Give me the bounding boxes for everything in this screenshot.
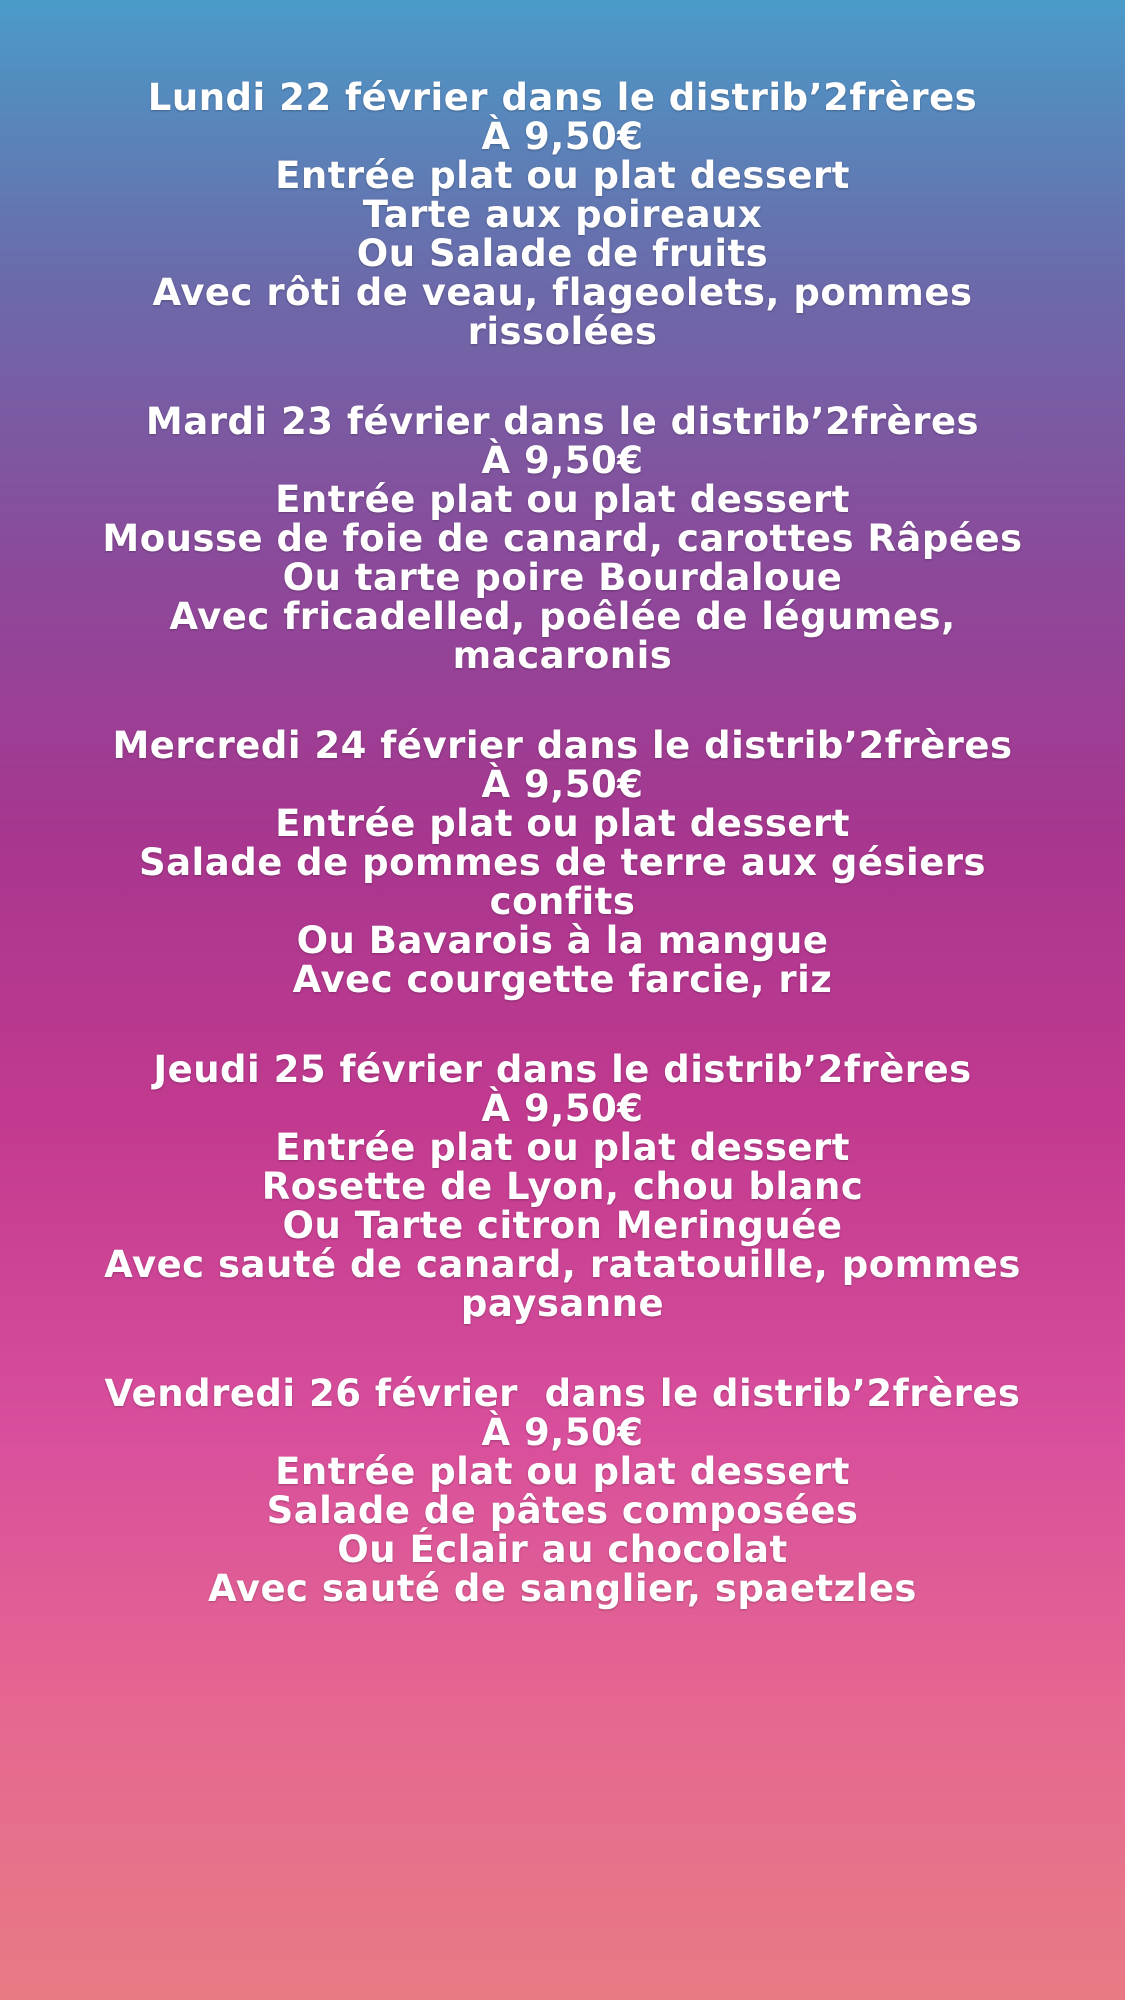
dessert-label: Ou Éclair au chocolat: [337, 1528, 788, 1571]
day-title: Lundi 22 février dans le distrib’2frères: [147, 76, 978, 119]
day-title: Vendredi 26 février dans le distrib’2frères: [104, 1372, 1021, 1415]
day-title: Mercredi 24 février dans le distrib’2frères: [112, 724, 1013, 767]
price-label: À 9,50€: [481, 1087, 644, 1130]
main-course-label: Avec rôti de veau, flageolets, pommes rissolées: [152, 271, 973, 353]
main-course-label: Avec courgette farcie, riz: [292, 958, 833, 1001]
dessert-label: Ou Bavarois à la mangue: [296, 919, 829, 962]
formula-label: Entrée plat ou plat dessert: [275, 802, 850, 845]
day-title: Jeudi 25 février dans le distrib’2frères: [153, 1048, 972, 1091]
main-course-label: Avec sauté de sanglier, spaetzles: [208, 1567, 917, 1610]
formula-label: Entrée plat ou plat dessert: [275, 154, 850, 197]
formula-label: Entrée plat ou plat dessert: [275, 1450, 850, 1493]
day-title: Mardi 23 février dans le distrib’2frères: [145, 400, 980, 443]
starter-label: Tarte aux poireaux: [362, 193, 763, 236]
formula-label: Entrée plat ou plat dessert: [275, 478, 850, 521]
dessert-label: Ou Salade de fruits: [356, 232, 769, 275]
formula-label: Entrée plat ou plat dessert: [275, 1126, 850, 1169]
price-label: À 9,50€: [481, 1411, 644, 1454]
starter-label: Salade de pommes de terre aux gésiers confits: [138, 841, 987, 923]
day-block-jeudi: [33, 1050, 1093, 1323]
price-label: À 9,50€: [481, 115, 644, 158]
day-block-mercredi: [33, 726, 1093, 999]
price-label: À 9,50€: [481, 439, 644, 482]
main-course-label: Avec sauté de canard, ratatouille, pommes paysanne: [104, 1243, 1021, 1325]
starter-label: Salade de pâtes composées: [266, 1489, 859, 1532]
price-label: À 9,50€: [481, 763, 644, 806]
starter-label: Mousse de foie de canard, carottes Râpées: [102, 517, 1023, 560]
menu-story: [0, 78, 1125, 1659]
dessert-label: Ou Tarte citron Meringuée: [282, 1204, 843, 1247]
day-block-mardi: [33, 402, 1093, 675]
day-block-lundi: [33, 78, 1093, 351]
day-block-vendredi: [33, 1374, 1093, 1608]
starter-label: Rosette de Lyon, chou blanc: [261, 1165, 864, 1208]
dessert-label: Ou tarte poire Bourdaloue: [282, 556, 843, 599]
main-course-label: Avec fricadelled, poêlée de légumes, macaronis: [169, 595, 956, 677]
